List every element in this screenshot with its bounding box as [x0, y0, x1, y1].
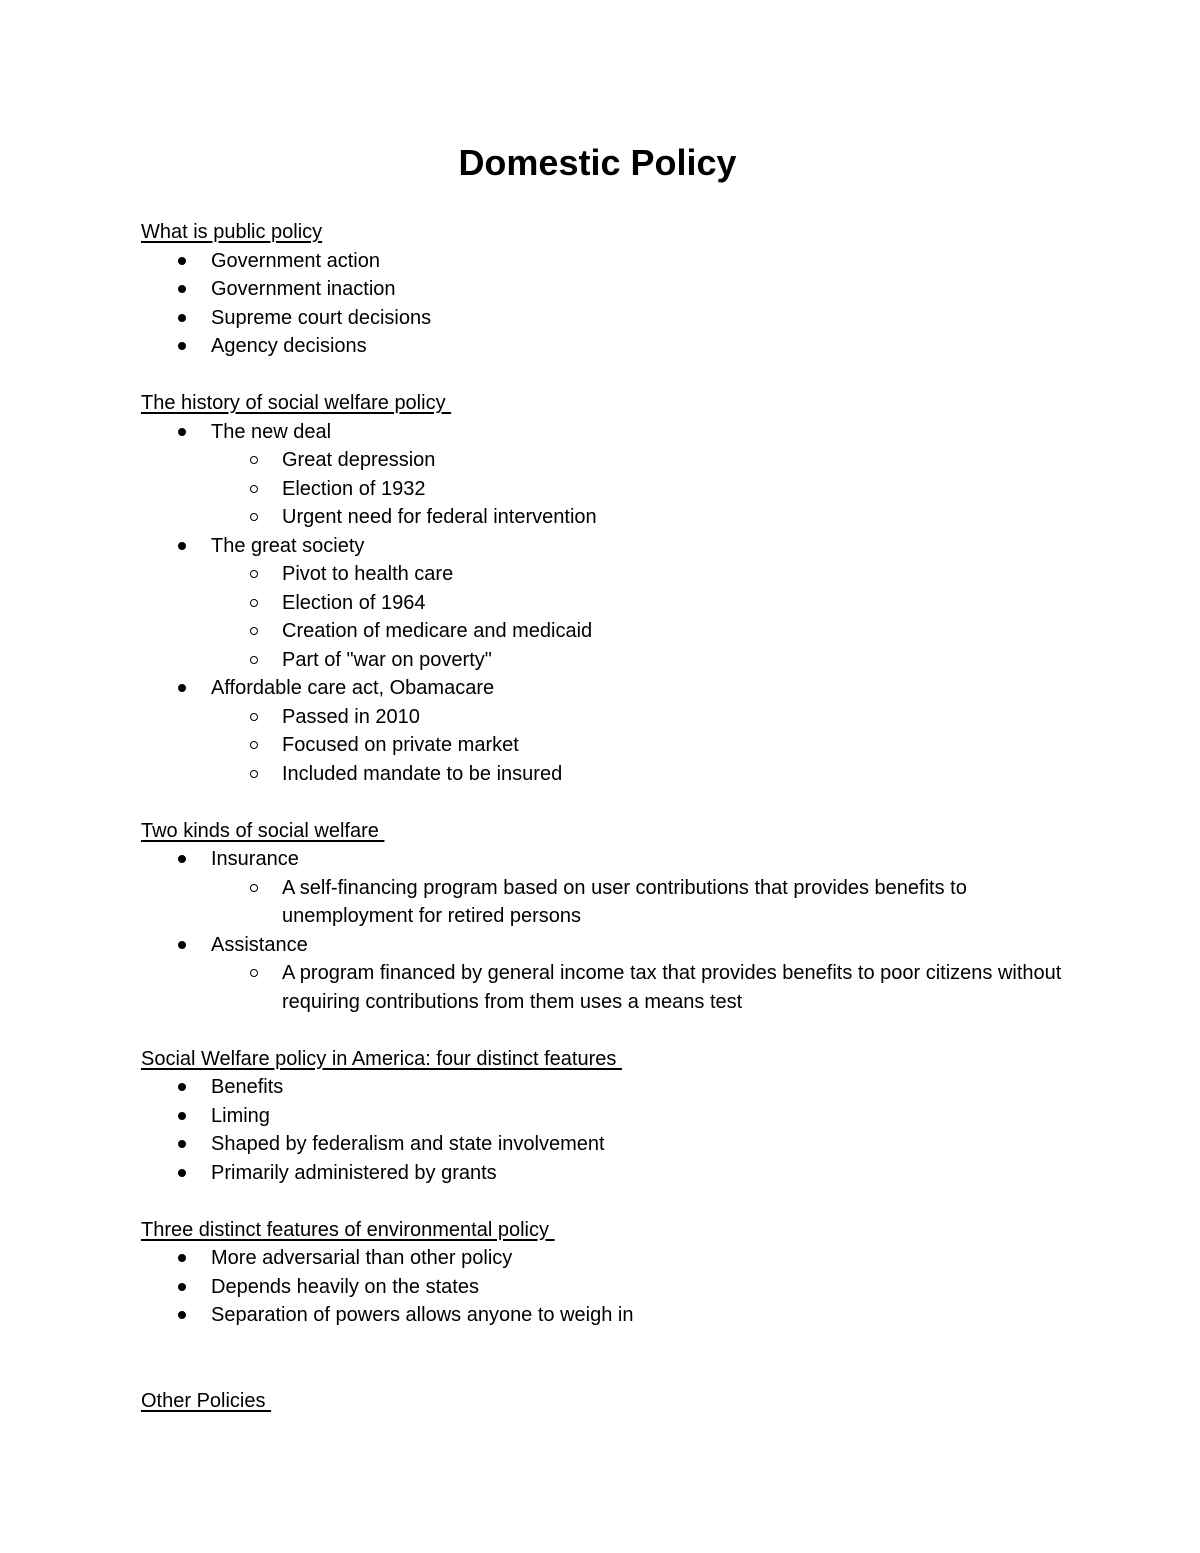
- sub-list-item: [282, 446, 1081, 475]
- sub-list-item: [282, 646, 1081, 675]
- sub-list-item-text: Focused on private market: [282, 734, 519, 756]
- list-item: [211, 845, 1081, 931]
- hollow-bullet-icon: [250, 656, 258, 664]
- sub-list-item: [282, 617, 1081, 646]
- sub-list-item: [282, 475, 1081, 504]
- bullet-icon: [178, 855, 186, 863]
- sub-list-item-text: Part of "war on poverty": [282, 648, 492, 671]
- sub-list-item-text: Pivot to health care: [282, 563, 454, 585]
- list-item: [211, 304, 1081, 333]
- list-item-text: Insurance: [211, 848, 299, 870]
- bullet-icon: [178, 257, 186, 265]
- bullet-list: [141, 845, 1081, 1016]
- list-item-text: Assistance: [211, 933, 308, 956]
- sub-list-item: [282, 874, 1081, 931]
- list-item: [211, 1159, 1081, 1188]
- hollow-bullet-icon: [250, 969, 258, 977]
- list-item-text: Depends heavily on the states: [211, 1275, 479, 1298]
- list-item: [211, 1301, 1081, 1330]
- hollow-bullet-icon: [250, 713, 258, 721]
- sub-list-item: [282, 589, 1081, 618]
- sub-list-item-text: Great depression: [282, 449, 436, 471]
- section-heading: What is public policy: [141, 221, 323, 243]
- list-item: [211, 1102, 1081, 1131]
- list-item-text: Supreme court decisions: [211, 306, 432, 329]
- list-item: [211, 332, 1081, 361]
- hollow-bullet-icon: [250, 741, 258, 749]
- bullet-icon: [178, 684, 186, 692]
- list-item-text: The great society: [211, 534, 365, 557]
- bullet-icon: [178, 1083, 186, 1091]
- page-title: Domestic Policy: [458, 142, 737, 183]
- bullet-icon: [178, 314, 186, 322]
- bullet-icon: [178, 1254, 186, 1262]
- bullet-list: [141, 247, 1081, 361]
- sub-list-item-text: A self-financing program based on user contributions that provides benefits to unemployment for retired persons: [282, 876, 967, 927]
- bullet-icon: [178, 342, 186, 350]
- sub-bullet-list: [211, 446, 1081, 532]
- bullet-icon: [178, 1140, 186, 1148]
- sub-list-item: [282, 959, 1081, 1016]
- hollow-bullet-icon: [250, 599, 258, 607]
- document-body: [141, 218, 1081, 1444]
- sub-list-item: [282, 560, 1081, 589]
- list-item-text: Government action: [211, 249, 380, 272]
- list-item: [211, 532, 1081, 675]
- sub-list-item-text: Urgent need for federal intervention: [282, 506, 597, 528]
- list-item-text: The new deal: [211, 420, 332, 443]
- list-item-text: Shaped by federalism and state involvement: [211, 1133, 605, 1155]
- list-item: [211, 1273, 1081, 1302]
- sub-list-item-text: A program financed by general income tax that provides benefits to poor citizens without requiring contributions from them uses a means test: [282, 962, 1062, 1013]
- section: [141, 1387, 1081, 1416]
- section-heading: The history of social welfare policy: [141, 392, 452, 414]
- bullet-icon: [178, 542, 186, 550]
- list-item: [211, 247, 1081, 276]
- sub-list-item: [282, 703, 1081, 732]
- hollow-bullet-icon: [250, 770, 258, 778]
- hollow-bullet-icon: [250, 570, 258, 578]
- section-heading: Other Policies: [141, 1389, 272, 1412]
- hollow-bullet-icon: [250, 456, 258, 464]
- list-item-text: Affordable care act, Obamacare: [211, 677, 495, 699]
- bullet-icon: [178, 1112, 186, 1120]
- list-item: [211, 1130, 1081, 1159]
- list-item: [211, 931, 1081, 1017]
- bullet-icon: [178, 1283, 186, 1291]
- bullet-icon: [178, 428, 186, 436]
- section: [141, 218, 1081, 361]
- list-item-text: More adversarial than other policy: [211, 1247, 513, 1269]
- section-heading: Two kinds of social welfare: [141, 819, 385, 842]
- sub-list-item-text: Election of 1932: [282, 477, 426, 500]
- list-item: [211, 674, 1081, 788]
- list-item-text: Separation of powers allows anyone to weigh in: [211, 1304, 634, 1326]
- list-item-text: Primarily administered by grants: [211, 1161, 497, 1184]
- hollow-bullet-icon: [250, 513, 258, 521]
- bullet-list: [141, 1244, 1081, 1330]
- sub-list-item-text: Passed in 2010: [282, 705, 420, 728]
- sub-bullet-list: [211, 959, 1081, 1016]
- list-item-text: Agency decisions: [211, 335, 367, 357]
- sub-bullet-list: [211, 703, 1081, 789]
- list-item: [211, 1244, 1081, 1273]
- section-heading: Three distinct features of environmental policy: [141, 1218, 555, 1241]
- sub-bullet-list: [211, 560, 1081, 674]
- sub-list-item-text: Creation of medicare and medicaid: [282, 620, 593, 642]
- hollow-bullet-icon: [250, 627, 258, 635]
- list-item: [211, 1073, 1081, 1102]
- hollow-bullet-icon: [250, 884, 258, 892]
- sub-list-item-text: Included mandate to be insured: [282, 762, 563, 785]
- sub-list-item: [282, 503, 1081, 532]
- bullet-list: [141, 1073, 1081, 1187]
- section: [141, 1045, 1081, 1188]
- list-item-text: Liming: [211, 1104, 270, 1127]
- list-item-text: Benefits: [211, 1076, 284, 1098]
- section: [141, 1216, 1081, 1330]
- sub-bullet-list: [211, 874, 1081, 931]
- list-item: [211, 275, 1081, 304]
- section-heading: Social Welfare policy in America: four distinct features: [141, 1047, 622, 1070]
- bullet-icon: [178, 285, 186, 293]
- hollow-bullet-icon: [250, 485, 258, 493]
- bullet-icon: [178, 1311, 186, 1319]
- bullet-icon: [178, 941, 186, 949]
- list-item-text: Government inaction: [211, 278, 396, 300]
- section: [141, 389, 1081, 788]
- section: [141, 817, 1081, 1017]
- sub-list-item-text: Election of 1964: [282, 591, 426, 614]
- bullet-list: [141, 418, 1081, 789]
- sub-list-item: [282, 760, 1081, 789]
- sub-list-item: [282, 731, 1081, 760]
- list-item: [211, 418, 1081, 532]
- bullet-icon: [178, 1169, 186, 1177]
